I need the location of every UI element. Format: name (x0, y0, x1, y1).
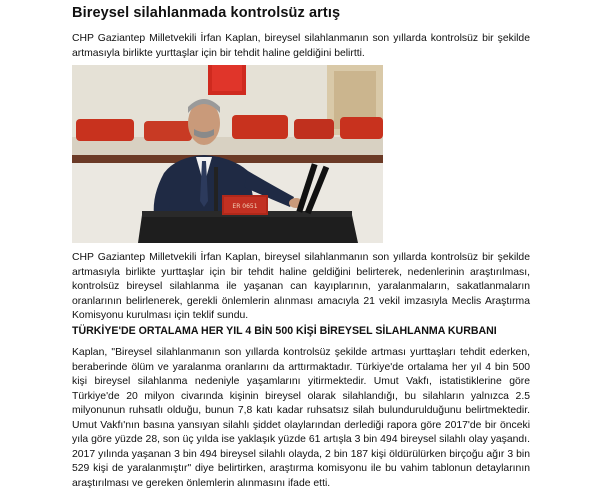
speaker-at-podium-image (72, 65, 383, 243)
podium-nameplate-text: ER 0651 (232, 203, 258, 210)
article-photo (72, 65, 383, 243)
article-paragraph: Kaplan, "Bireysel silahlanmanın son yıllarda kontrolsüz şekilde artması yurttaşları tehdit ederken, beraberinde ölüm ve yaralanma oranlarını da arttırmaktadır. Türkiye'de ortalama her yıl 4 bin 500 kişi bireysel silahlanma nedeniyle yaşamlarını yitirmektedir. Umut Vakfı, istatistiklerine göre Türkiye'de 20 milyon civarında kişinin bireysel olarak silahlandığı, bu silahların yalnızca 2.5 milyonunun ruhsatlı olduğu, bunun 7,8 katı kadar ruhsatsız silah bulundurulduğunu belirtmektedir. Umut Vakfı'nın basına yansıyan silahlı şiddet olaylarından derlediği rapora göre 2017'de bir önceki yıla göre yüzde 28, son üç yılda ise yaklaşık yüzde 61 artışla 3 bin 494 bireysel silahlı olay yaşandı. 2017 yılında yaşanan 3 bin 494 bireysel silahlı olayda, 2 bin 187 kişi öldürülürken birçoğu ağır 3 bin 529 kişi de yaralanmıştır" diye belirtirken, araştırma komisyonu ile bu vahim tablonun detaylarının araştırılması ve gereken önlemlerin alınmasını ifade etti. (72, 347, 530, 489)
article-title: Bireysel silahlanmada kontrolsüz artış (72, 5, 341, 21)
article-paragraph: CHP Gaziantep Milletvekili İrfan Kaplan, bireysel silahlanmanın son yıllarda kontrolsüz bir şekilde artmasıyla birlikte yurttaşlar için bir tehdit haline geldiğini belirterek, nedenlerinin araştırılması, kontrolsüz bireysel silahlanma ile yaşanan can kayıplarının, yaralanmaların, sakatlanmaların oranlarının belirlenerek, gerekli önlemlerin alınması amacıyla 21 vekil imzasıyla Meclis Araştırma Komisyonu kurulması için teklif sundu. (72, 252, 530, 321)
article-subheading: TÜRKİYE'DE ORTALAMA HER YIL 4 BİN 500 KİŞİ BİREYSEL SİLAHLANMA KURBANI (72, 325, 497, 337)
article-lead: CHP Gaziantep Milletvekili İrfan Kaplan, bireysel silahlanmanın son yıllarda kontrolsüz bir şekilde artmasıyla birlikte yurttaşlar için bir tehdit haline geldiğini belirtti. (72, 33, 530, 59)
